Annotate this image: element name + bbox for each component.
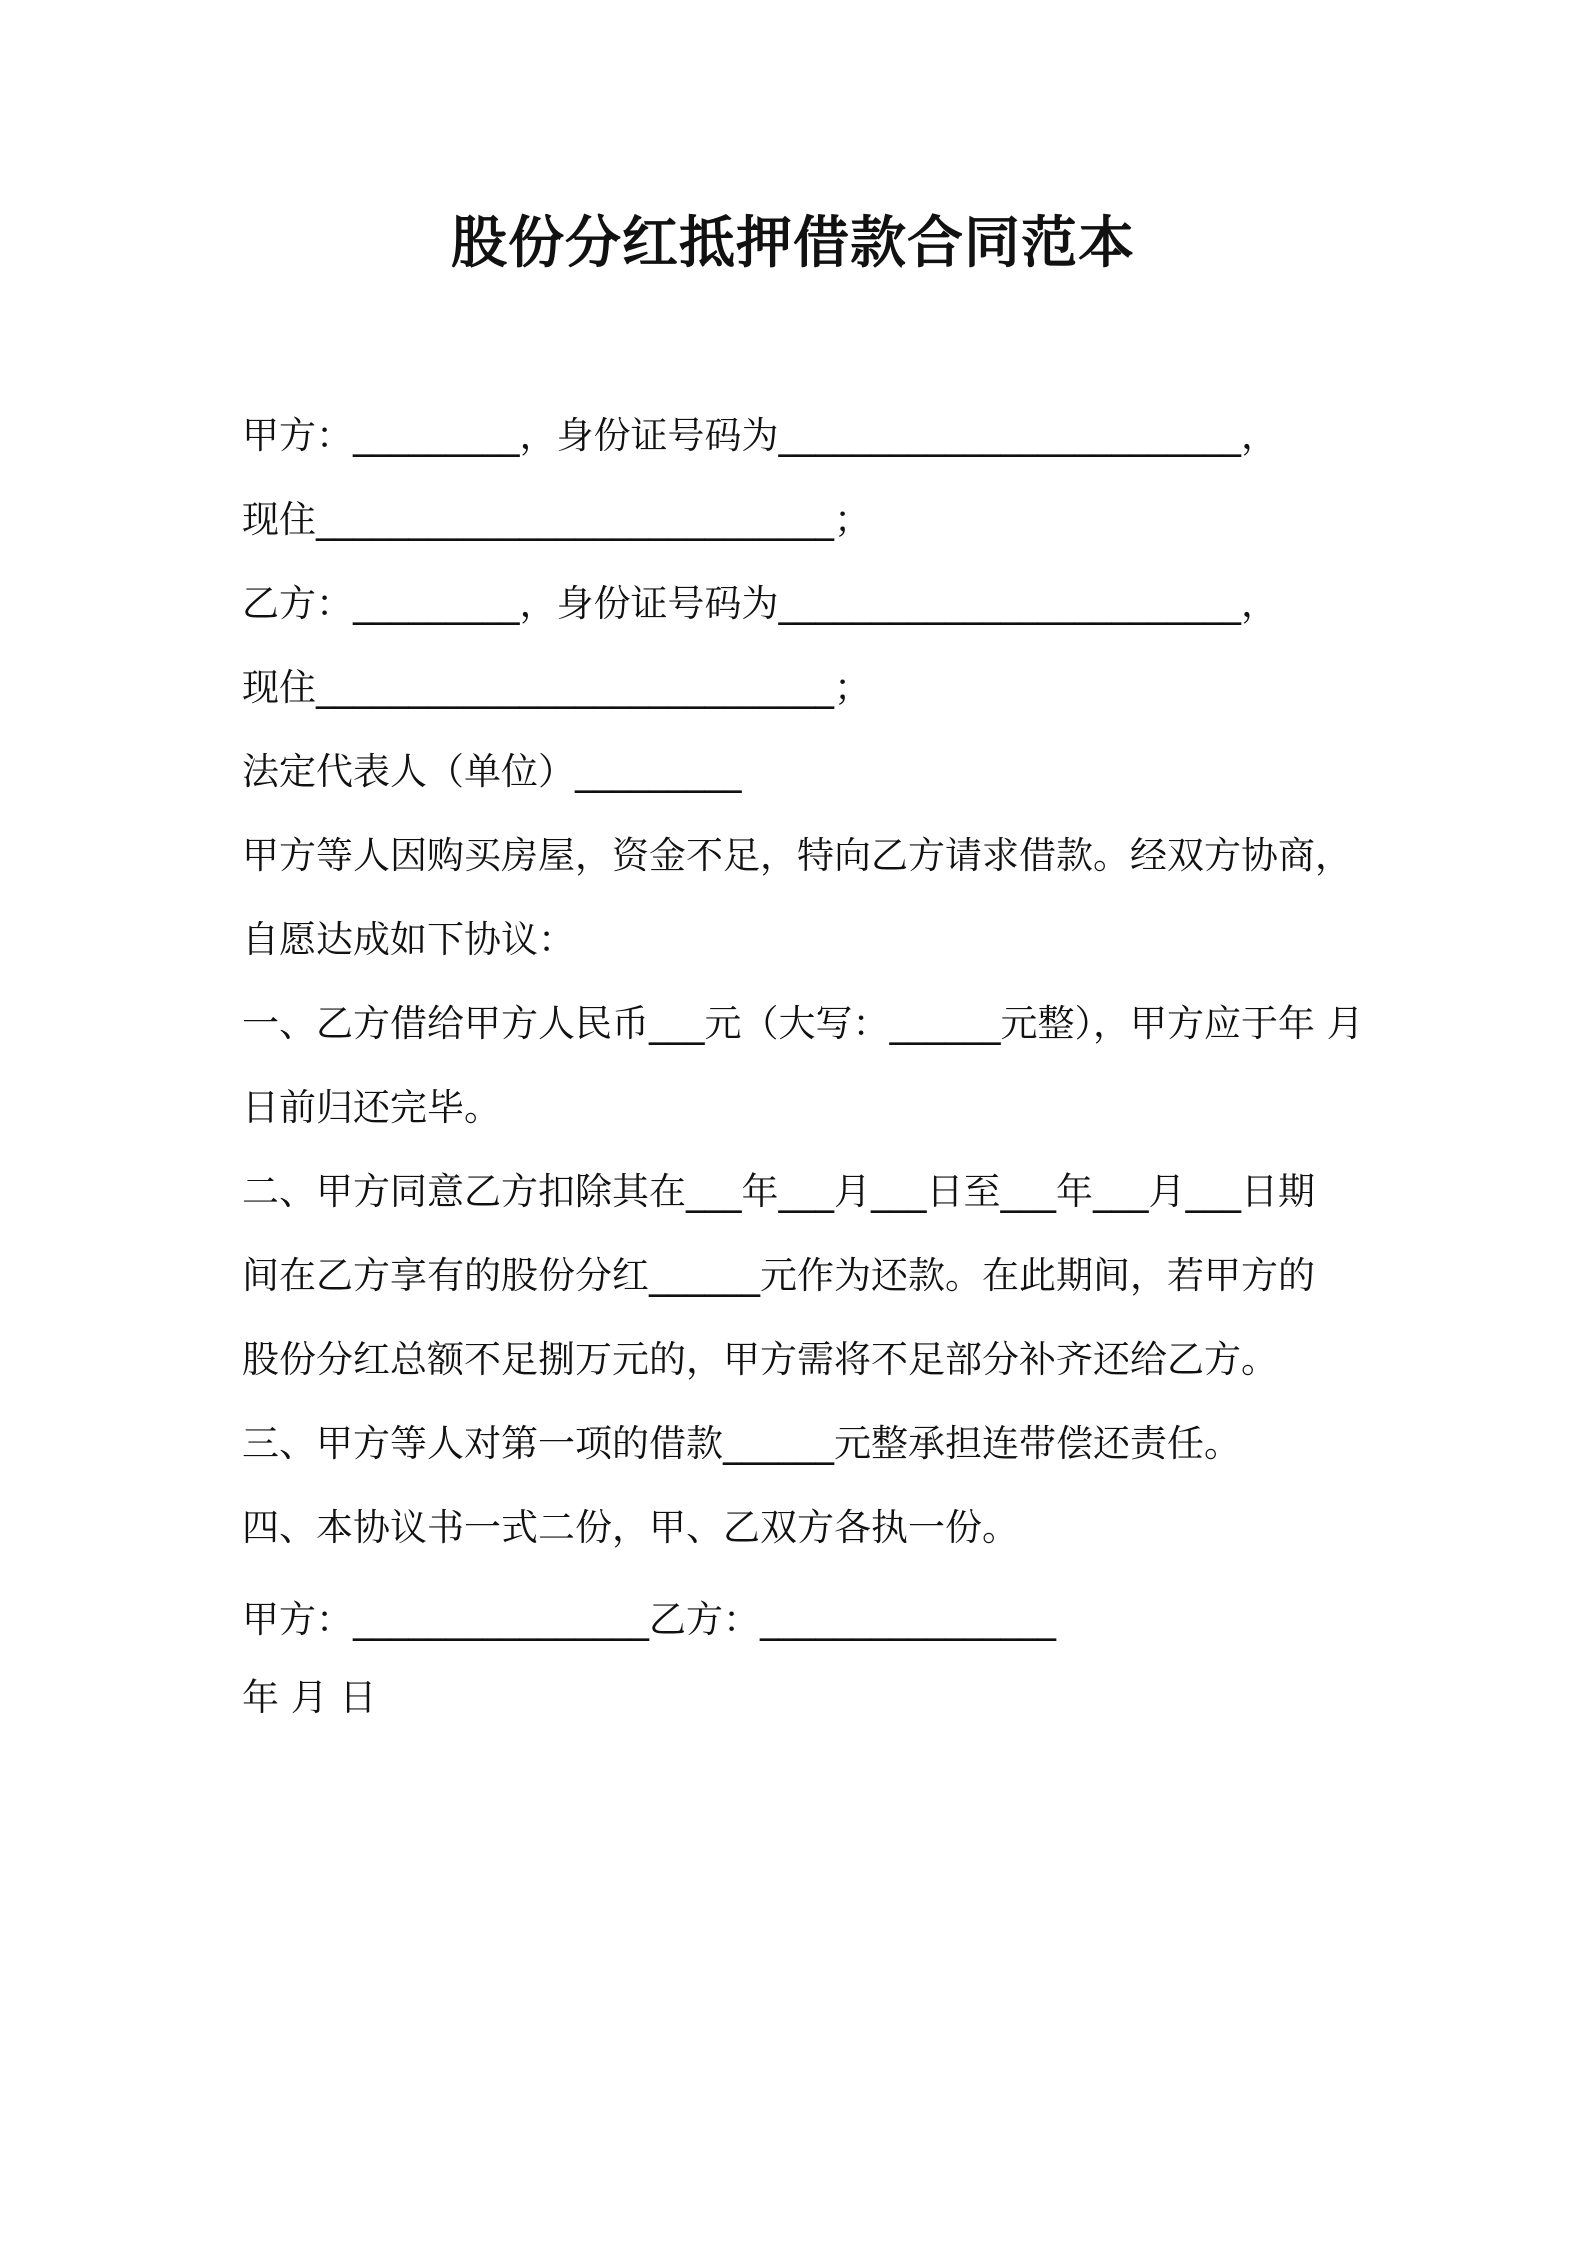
signature-line: 甲方：________________乙方：________________ [242,1598,1056,1641]
party-a-address-line: 现住____________________________； [242,498,871,541]
clause-4-line: 四、本协议书一式二份，甲、乙双方各执一份。 [242,1506,1019,1549]
preamble-line-1: 甲方等人因购买房屋，资金不足，特向乙方请求借款。经双方协商， [242,834,1352,877]
document-title: 股份分红抵押借款合同范本 [451,211,1135,276]
legal-representative-line: 法定代表人（单位）_________ [242,750,742,793]
date-line: 年 月 日 [242,1676,377,1719]
party-b-line: 乙方：_________，身份证号码为_________________________， [242,582,1278,625]
clause-1-line-2: 日前归还完毕。 [242,1086,501,1129]
preamble-line-2: 自愿达成如下协议： [242,918,575,961]
clause-2-line-1: 二、甲方同意乙方扣除其在___年___月___日至___年___月___日期 [242,1170,1315,1213]
party-b-address-line: 现住____________________________； [242,666,871,709]
clause-2-line-2: 间在乙方享有的股份分红______元作为还款。在此期间，若甲方的 [242,1254,1315,1297]
clause-2-line-3: 股份分红总额不足捌万元的，甲方需将不足部分补齐还给乙方。 [242,1338,1278,1381]
party-a-line: 甲方：_________，身份证号码为_________________________， [242,414,1278,457]
clause-1-line-1: 一、乙方借给甲方人民币___元（大写：______元整），甲方应于年 月 [242,1002,1364,1045]
clause-3-line: 三、甲方等人对第一项的借款______元整承担连带偿还责任。 [242,1422,1241,1465]
